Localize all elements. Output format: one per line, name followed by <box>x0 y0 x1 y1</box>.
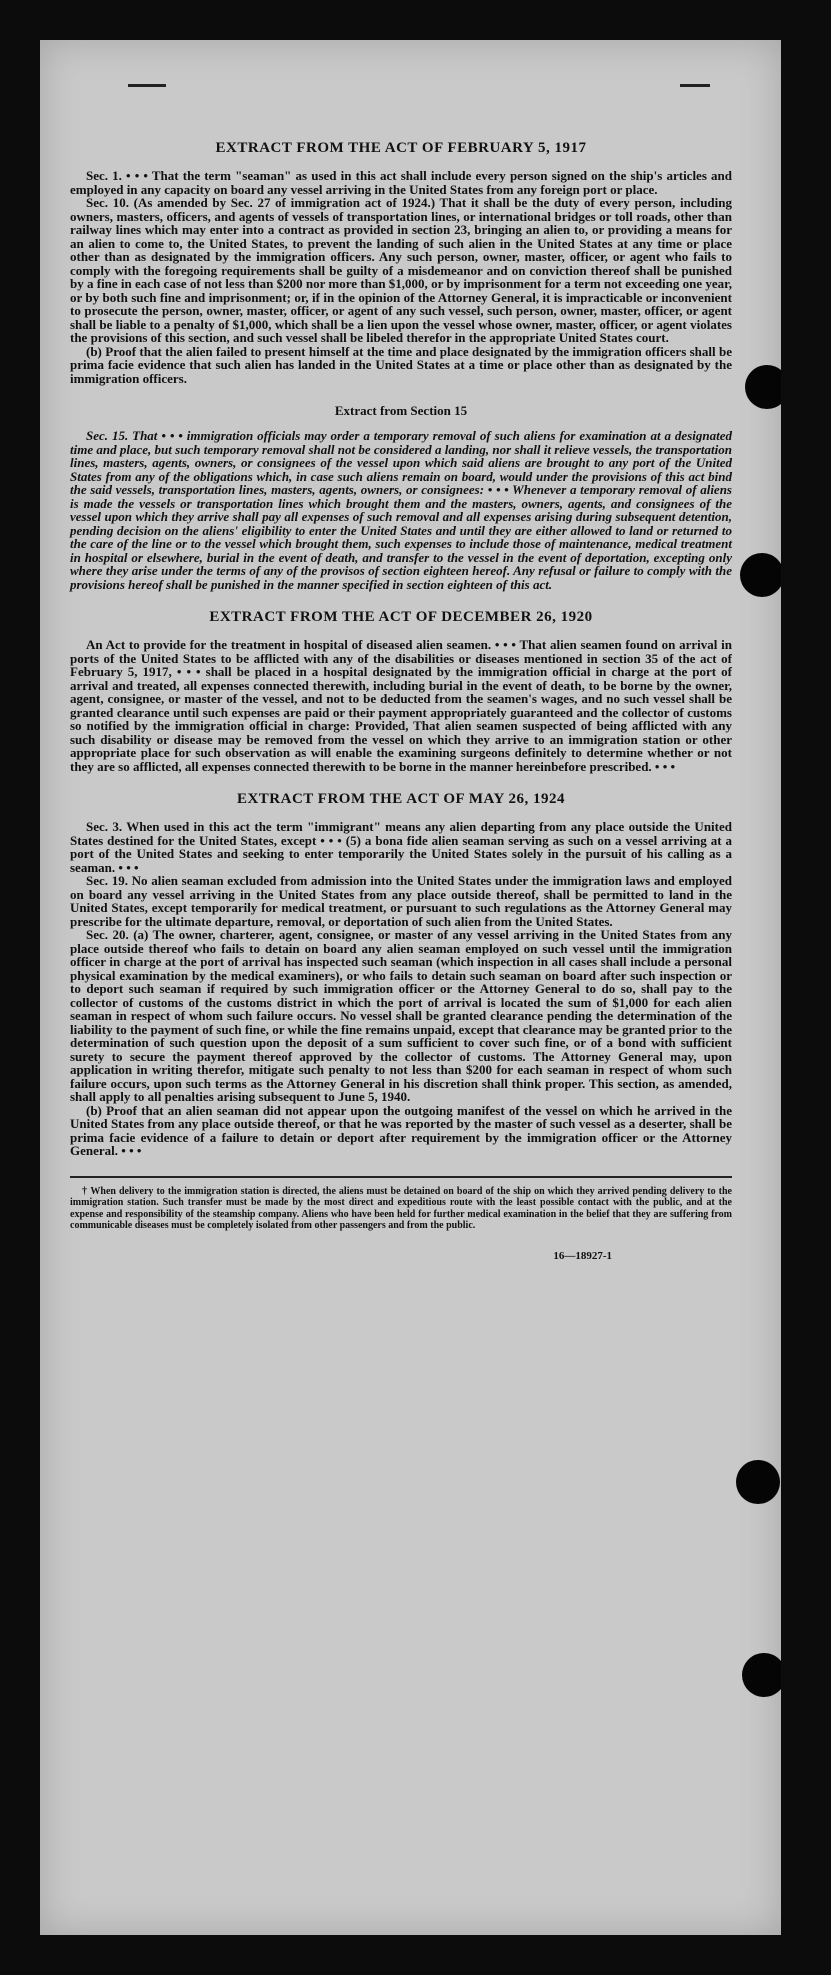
paragraph: (b) Proof that the alien failed to present himself at the time and place designated by the immigration officers shall be prima facie evidence that such alien has landed in the United States at a time or place other than as designated by the immigration officers. <box>70 343 732 386</box>
paragraph: Sec. 19. No alien seaman excluded from admission into the United States under the immigration laws and employed on board any vessel arriving in the United States from any place outside thereof, shall be permitted to land in the United States, except temporarily for medical treatment, or pursuant to such regulations as the Attorney General may prescribe for the ultimate departure, removal, or deportation of such alien from the United States. <box>70 873 732 929</box>
punch-hole <box>736 1460 780 1504</box>
page-content <box>70 140 732 1262</box>
punch-hole <box>740 553 781 597</box>
paragraph: An Act to provide for the treatment in hospital of diseased alien seamen. • • • That alien seamen found on arrival in ports of the United States to be afflicted with any of the disabilities or diseases mentioned in section 35 of the act of February 5, 1917, • • • shall be placed in a hospital designated by the immigration official in charge at the port of arrival and treated, all expenses connected therewith, including burial in the event of death, to be borne by the owner, agent, consignee, or master of the vessel, and not to be deducted from the seamen's wages, and no such vessel shall be granted clearance until such expenses are paid or their payment appropriately guaranteed and the collector of customs so notified by the immigration official in charge: Provided, That alien seamen suspected of being afflicted with any such disability or disease may be removed from the vessel on which they arrive to an immigration station or other appropriate place for such observation as will enable the examining surgeons definitely to determine whether or not they are so afflicted, all expenses connected therewith to be borne in the manner hereinbefore prescribed. • • • <box>70 637 732 774</box>
paragraph: (b) Proof that an alien seaman did not appear upon the outgoing manifest of the vessel on which he arrived in the United States from any place outside thereof, or that he was reported by the master of such vessel as a deserter, shall be prima facie evidence of a failure to detain or deport after requirement by the immigration officer or the Attorney General. • • • <box>70 1102 732 1158</box>
punch-hole <box>742 1653 781 1697</box>
ink-mark <box>128 84 166 87</box>
punch-hole <box>745 365 781 409</box>
footnote-divider <box>70 1176 732 1178</box>
section-act-feb-1917 <box>70 140 732 385</box>
section-act-may-1924 <box>70 791 732 1158</box>
paragraph: Sec. 20. (a) The owner, charterer, agent, consignee, or master of any vessel arriving in the United States from any place outside thereof who fails to detain on board any alien seaman employed on such vessel until the immigration officer in charge at the port of arrival has inspected such seaman (which inspection in all cases shall include a personal physical examination by the medical examiners), or who fails to detain such seaman on board after such inspection or to deport such seaman if required by such immigration officer or the Attorney General to do so, shall pay to the collector of customs of the customs district in which the port of arrival is located the sum of $1,000 for each alien seaman in respect of whom such failure occurs. No vessel shall be granted clearance pending the determination of the liability to the payment of such fine, or while the fine remains unpaid, except that clearance may be granted prior to the determination of such question upon the deposit of a sum sufficient to cover such fine, or of a bond with sufficient surety to secure the payment thereof approved by the collector of customs. The Attorney General may, upon application in writing therefor, mitigate such penalty to not less than $200 for each seaman in respect of whom such failure occurs, upon such terms as the Attorney General in his discretion shall think proper. This section, as amended, shall apply to all penalties arising subsequent to June 5, 1940. <box>70 927 732 1104</box>
document-page <box>40 40 781 1935</box>
paragraph: Sec. 1. • • • That the term "seaman" as used in this act shall include every person signed on the ship's articles and employed in any capacity on board any vessel arriving in the United States from any foreign port or place. <box>70 168 732 197</box>
section-title: EXTRACT FROM THE ACT OF FEBRUARY 5, 1917 <box>215 140 587 156</box>
form-number: 16—18927-1 <box>553 1249 612 1262</box>
footnote <box>70 1186 732 1232</box>
paragraph: Sec. 10. (As amended by Sec. 27 of immigration act of 1924.) That it shall be the duty of every person, including owners, masters, officers, and agents of vessels of transportation lines, or international bridges or toll roads, other than railway lines which may enter into a contract as provided in section 23, bringing an alien to, or providing a means for an alien to come to, the United States, to prevent the landing of such alien in the United States at any time or place other than as designated by the immigration officers. Any such person, owner, master, officer, or agent who fails to comply with the foregoing requirements shall be guilty of a misdemeanor and on conviction thereof shall be punished by a fine in each case of not less than $200 nor more than $1,000, or by imprisonment for a term not exceeding one year, or by both such fine and imprisonment; or, if in the opinion of the Attorney General, it is impracticable or inconvenient to prosecute the person, owner, master, officer, or agent of any such vessel, such person, owner, master, officer, or agent shall be liable to a penalty of $1,000, which shall be a lien upon the vessel whose owner, master, officer, or agent violates the provisions of this section, and such vessel shall be libeled therefor in the appropriate United States court. <box>70 195 732 345</box>
ink-mark <box>680 84 710 87</box>
paragraph: Sec. 3. When used in this act the term "immigrant" means any alien departing from any place outside the United States destined for the United States, except • • • (5) a bona fide alien seaman serving as such on a vessel arriving at a port of the United States and seeking to enter temporarily the United States solely in the pursuit of his calling as a seaman. • • • <box>70 819 732 875</box>
section-title: EXTRACT FROM THE ACT OF MAY 26, 1924 <box>236 791 566 807</box>
paragraph: Sec. 15. That • • • immigration officials may order a temporary removal of such aliens for examination at a designated time and place, but such temporary removal shall not be considered a landing, nor shall it relieve vessels, the transportation lines, masters, agents, owners, or consignees of the vessel upon which said aliens are brought to any port of the United States from any of the obligations which, in case such aliens remain on board, would under the provisions of this act bind the said vessels, transportation lines, masters, agents, owners, or consignees: • • • Whenever a temporary removal of aliens is made the vessels or transportation lines which brought them and the masters, owners, agents, and consignees of the vessel upon which they arrive shall pay all expenses of such removal and all expenses arising during subsequent detention, pending decision on the aliens' eligibility to enter the United States and until they are either allowed to land or returned to the care of the line or to the vessel which brought them, such expenses to include those of maintenance, medical treatment in hospital or elsewhere, burial in the event of death, and transfer to the vessel in the event of deportation, excepting only where they arise under the terms of any of the provisos of section eighteen hereof. Any refusal or failure to comply with the provisions hereof shall be punished in the manner specified in section eighteen of this act. <box>70 428 732 592</box>
section-title: EXTRACT FROM THE ACT OF DECEMBER 26, 1920 <box>209 609 593 625</box>
section-15-extract <box>70 403 732 591</box>
section-act-dec-1920 <box>70 609 732 773</box>
footnote-text: † When delivery to the immigration station is directed, the aliens must be detained on board of the ship on which they arrived pending delivery to the immigration station. Such transfer must be made by the most direct and expeditious route with the least possible contact with the public, and at the expense and responsibility of the steamship company. Aliens who have been held for further medical examination in the belief that they are suffering from communicable diseases must be completely isolated from other passengers and from the public. <box>70 1185 732 1231</box>
section-title: Extract from Section 15 <box>334 403 468 418</box>
